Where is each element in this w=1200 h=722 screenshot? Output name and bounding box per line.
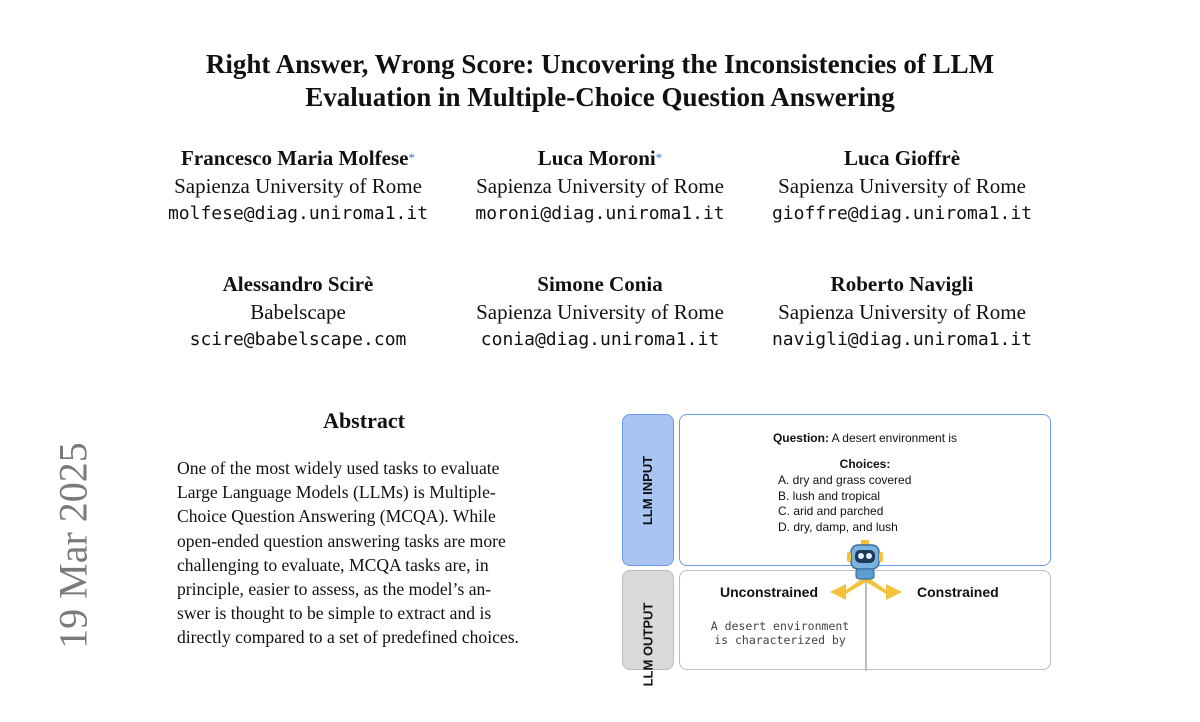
author-affiliation: Sapienza University of Rome: [778, 300, 1026, 324]
title-line-2: Evaluation in Multiple-Choice Question Answering: [305, 82, 895, 112]
question-label: Question:: [772, 431, 829, 445]
abstract-line: directly compared to a set of predefined choices.: [177, 627, 519, 648]
author-email[interactable]: navigli@diag.uniroma1.it: [771, 329, 1033, 350]
author-name: Roberto Navigli: [830, 272, 974, 296]
llm-output-tab: [622, 570, 674, 687]
unconstrained-label: Unconstrained: [720, 584, 819, 600]
equal-contribution-mark: *: [408, 150, 415, 165]
author-block: [148, 270, 448, 354]
author-email[interactable]: conia@diag.uniroma1.it: [480, 329, 720, 350]
author-block: [752, 270, 1052, 354]
abstract-line: One of the most widely used tasks to evaluate: [177, 458, 500, 478]
abstract-line: principle, easier to assess, as the model’s an-: [177, 579, 492, 600]
choice-item: C. arid and parched: [778, 504, 884, 518]
equal-contribution-mark: *: [655, 150, 663, 165]
arxiv-side-date: [8, 442, 116, 722]
choice-list: [778, 473, 911, 535]
unconstrained-output: [690, 619, 870, 647]
abstract-heading: Abstract: [323, 408, 405, 433]
choice-item: A. dry and grass covered: [778, 473, 912, 487]
author-affiliation: Sapienza University of Rome: [174, 174, 422, 198]
author-name: Alessandro Scirè: [222, 272, 374, 296]
author-email[interactable]: scire@babelscape.com: [189, 329, 407, 350]
author-name: Luca Gioffrè: [843, 146, 961, 170]
llm-input-tab: [622, 414, 674, 566]
abstract-line: Choice Question Answering (MCQA). While: [177, 506, 496, 527]
author-affiliation: Babelscape: [250, 300, 346, 324]
abstract-line: open-ended question answering tasks are more: [177, 530, 506, 551]
output-line: A desert environment: [710, 619, 850, 633]
title-line-1: Right Answer, Wrong Score: Uncovering the Inconsistencies of LLM: [205, 49, 995, 79]
author-block: [450, 144, 750, 228]
choice-item: D. dry, damp, and lush: [778, 519, 898, 534]
author-email[interactable]: gioffre@diag.uniroma1.it: [771, 203, 1033, 224]
author-name: Simone Conia: [537, 272, 663, 296]
abstract-line: challenging to evaluate, MCQA tasks are, in: [177, 554, 489, 575]
robot-icon: [846, 540, 884, 584]
llm-input-tab-label: LLM INPUT: [640, 455, 656, 525]
abstract-line: Large Language Models (LLMs) is Multiple-: [177, 482, 496, 503]
constrained-label: Constrained: [917, 584, 999, 600]
paper-title: [0, 48, 1200, 114]
author-email[interactable]: moroni@diag.uniroma1.it: [475, 203, 725, 224]
question-text: A desert environment is: [828, 431, 958, 445]
author-affiliation: Sapienza University of Rome: [778, 174, 1026, 198]
author-name: Francesco Maria Molfese: [181, 146, 409, 170]
author-affiliation: Sapienza University of Rome: [476, 174, 724, 198]
llm-output-tab-label: LLM OUTPUT: [640, 602, 656, 687]
abstract-body: [177, 456, 551, 650]
author-name: Luca Moroni: [537, 146, 656, 170]
side-date-text: 19 Mar 2025: [50, 442, 96, 649]
question: [680, 431, 1050, 445]
author-email[interactable]: molfese@diag.uniroma1.it: [167, 203, 429, 224]
author-block: [148, 144, 448, 228]
choice-item: B. lush and tropical: [778, 488, 881, 503]
author-block: [752, 144, 1052, 228]
author-affiliation: Sapienza University of Rome: [476, 300, 724, 324]
author-block: [450, 270, 750, 354]
choices-heading: Choices:: [839, 457, 891, 471]
output-line: is characterized by: [714, 633, 846, 647]
abstract-line: swer is thought to be simple to extract and is: [177, 603, 492, 624]
